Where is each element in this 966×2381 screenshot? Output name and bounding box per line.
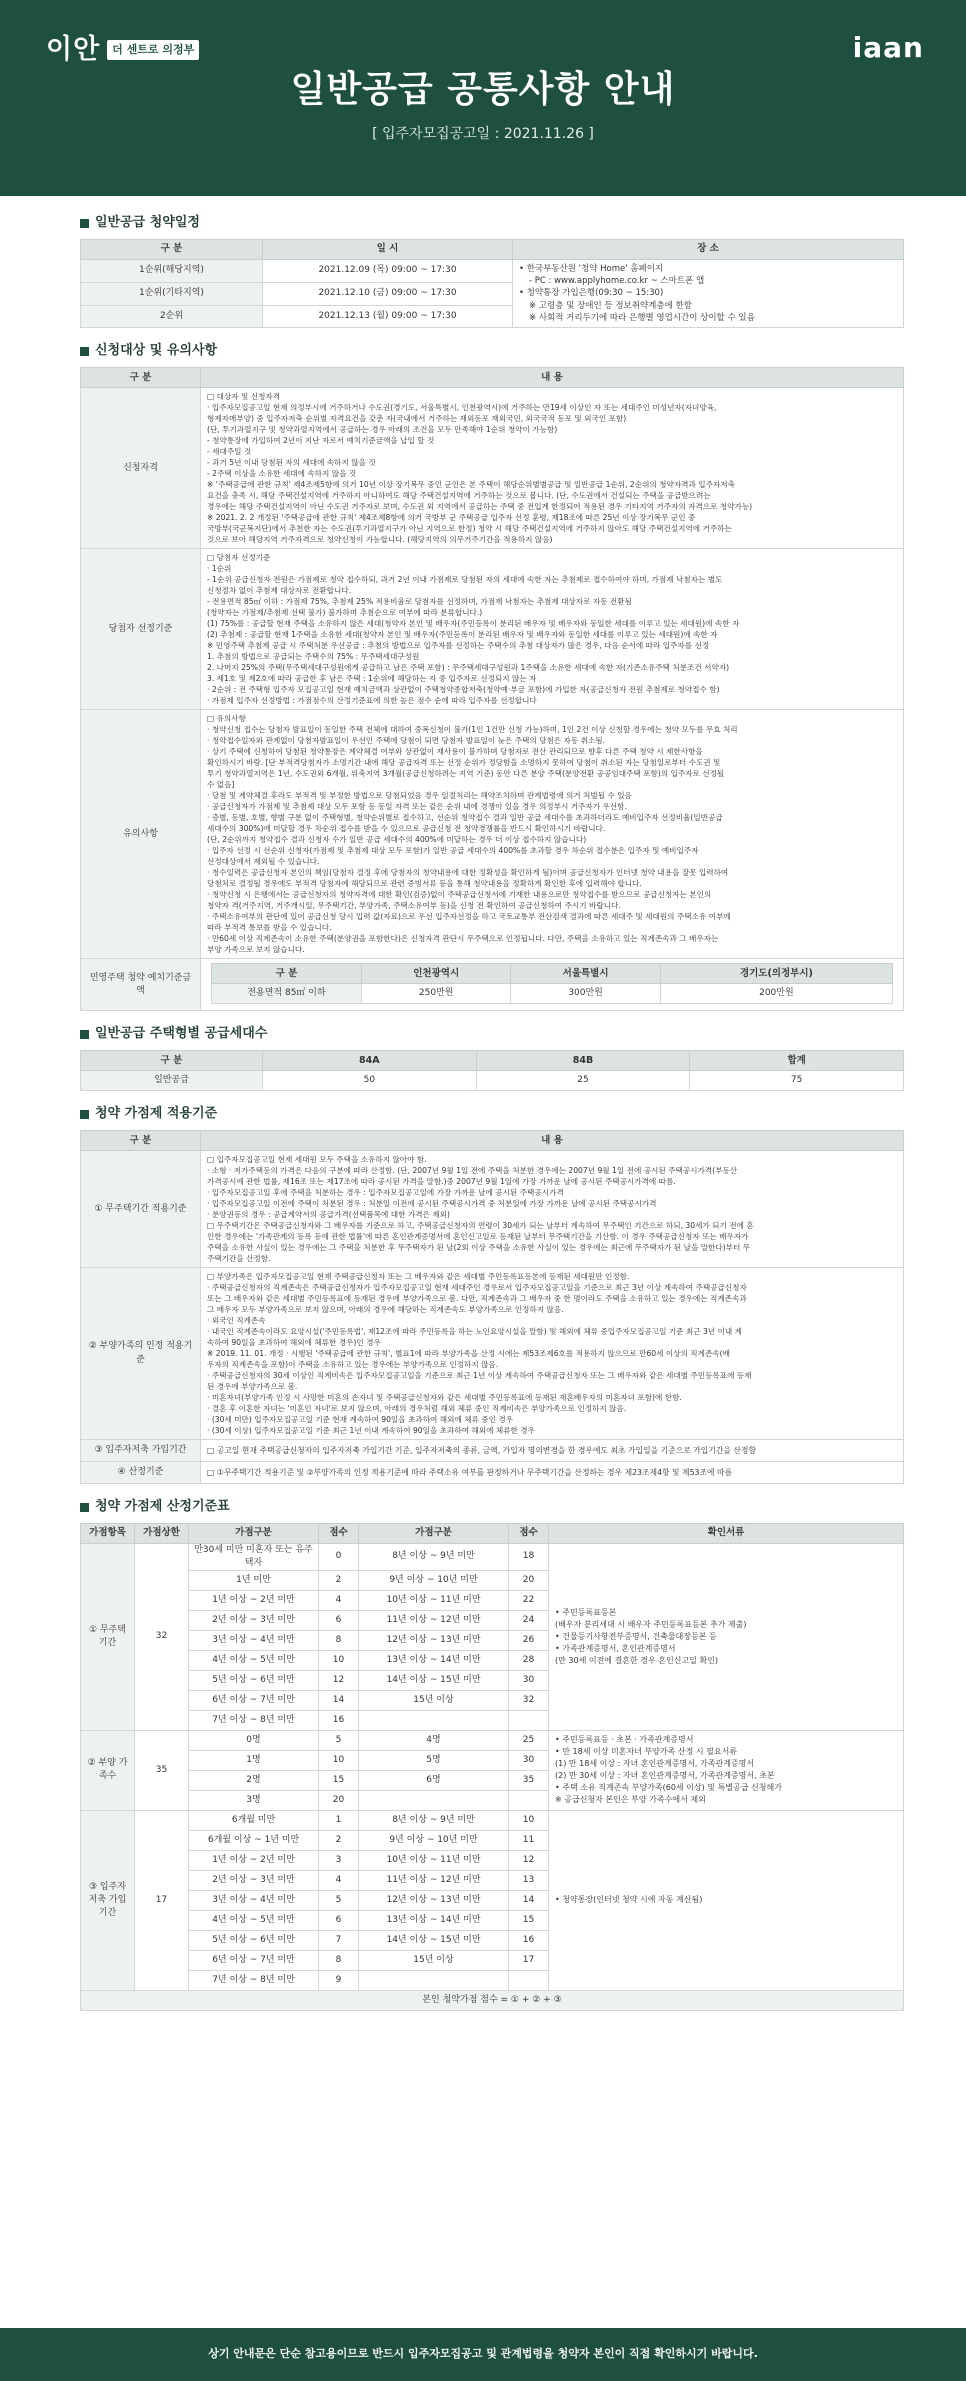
score-points: 30	[509, 1670, 549, 1690]
score-points: 22	[509, 1590, 549, 1610]
note-line: - 전용면적 85㎡ 이하 : 가점제 75%, 추첨제 25% 적용비율로 당첨자를 선정하며, 가점제 낙첨자는 추첨제 대상자로 자동 전환됨	[207, 597, 632, 607]
deposit-row-label: 전용면적 85㎡ 이하	[212, 984, 362, 1004]
score-max: 32	[135, 1543, 189, 1730]
table-header: 84B	[476, 1051, 690, 1071]
table-header: 장 소	[513, 239, 904, 259]
table-header: 구 분	[81, 1051, 263, 1071]
schedule-place	[513, 259, 904, 328]
note-line: 당첨처로 결정될 경우에도 부적격 당첨자에 해당되므로 관련 증빙서류 등을 통해 청약내용을 정확하게 확인한 후에 입력해야 합니다.	[207, 879, 642, 889]
supply-value: 50	[263, 1071, 477, 1091]
note-line: · 만60세 이상 직계존속이 소유한 주택(분양권을 포함한다)은 신청자격 판단시 무주택으로 인정됩니다. 다만, 주택을 소유하고 있는 직계존속과 그 배우자는	[207, 934, 719, 944]
schedule-label: 1순위(기타지역)	[81, 282, 263, 305]
score-range: 4명	[359, 1730, 509, 1750]
note-line: - 세대주일 것	[207, 447, 252, 457]
note-line: 1. 추첨의 방법으로 공급되는 주택수의 75% : 무주택세대구성원	[207, 652, 420, 662]
score-points: 4	[319, 1590, 359, 1610]
score-max: 17	[135, 1810, 189, 1990]
note-line: (2) 추첨제 : 공급할 현재 1주택을 소유한 세대(청약자 본인 및 배우자(주민등록이 분리된 배우자 및 배우자와 동일한 세대를 이루고 있는 세대원)에 속한 자	[207, 630, 718, 640]
note-line: · 입주자모집공고일 후에 주택을 처분하는 경우 : 입주자모집공고일에 가장 가까운 날에 공시된 주택공시가격	[207, 1188, 564, 1198]
note-line: 요건을 충족 시, 해당 주택건설지역에 거주하지 아니하여도 해당 주택건설지역에 거주하는 것으로 봅니다. (단, 수도권에서 건설되는 주택을 공급받으려는	[207, 491, 711, 501]
bullet-square-icon	[80, 1030, 89, 1039]
table-header: 서울특별시	[511, 964, 660, 984]
main-content	[0, 214, 966, 2011]
table-header: 인천광역시	[362, 964, 511, 984]
note-line: · 당첨 및 계약체결 후라도 부적격 및 부정한 방법으로 당첨되었음 경우 일절처리는 해약조치하며 관계법령에 의거 처벌될 수 있음	[207, 791, 632, 801]
row-label-qualification: 신청자격	[81, 388, 201, 549]
score-range: 14년 이상 ~ 15년 미만	[359, 1930, 509, 1950]
score-points: 28	[509, 1650, 549, 1670]
score-points: 13	[509, 1870, 549, 1890]
score-range: 6년 이상 ~ 7년 미만	[189, 1690, 319, 1710]
score-range: 6명	[359, 1770, 509, 1790]
note-line: 부양 가족으로 보지 않습니다.	[207, 945, 305, 955]
table-header: 경기도(의정부시)	[660, 964, 892, 984]
score-range: 6개월 미만	[189, 1810, 319, 1830]
score-range: 11년 이상 ~ 12년 미만	[359, 1610, 509, 1630]
note-line: 것으로 보아 해당지역 거주자격으로 청약신청이 가능합니다. (해당지역의 의무거주기간을 적용하지 않음)	[207, 535, 553, 545]
score-range: 9년 이상 ~ 10년 미만	[359, 1830, 509, 1850]
row-label-calc-basis: ④ 산정기준	[81, 1462, 201, 1484]
doc-line: (1) 만 18세 이상 : 자녀 혼인관계증명서, 가족관계증명서	[555, 1759, 755, 1769]
score-range: 6년 이상 ~ 7년 미만	[189, 1950, 319, 1970]
section-title-text: 일반공급 주택형별 공급세대수	[95, 1026, 268, 1042]
score-range: 1년 이상 ~ 2년 미만	[189, 1590, 319, 1610]
note-line: · 결혼 후 이혼한 자녀는 '미혼인 자녀'로 보지 않으며, 아래의 경우처럼 해외 체류 중인 직계비속은 부양가족으로 인정하지 않음.	[207, 1404, 627, 1414]
score-range: 12년 이상 ~ 13년 미만	[359, 1630, 509, 1650]
score-points: 14	[509, 1890, 549, 1910]
score-range: 1명	[189, 1750, 319, 1770]
score-points: 26	[509, 1630, 549, 1650]
qualification-notes	[201, 388, 904, 549]
deposit-value: 300만원	[511, 984, 660, 1004]
score-points: 15	[319, 1770, 359, 1790]
bullet-square-icon	[80, 347, 89, 356]
score-category: ③ 입주자 저축 가입기간	[81, 1810, 135, 1990]
score-range: 13년 이상 ~ 14년 미만	[359, 1910, 509, 1930]
eligibility-table	[80, 367, 904, 1011]
score-range: 6개월 이상 ~ 1년 미만	[189, 1830, 319, 1850]
note-line: · 주택공급신청자의 직계존속은 주택공급신청자가 입주자모집공고일 현재 세대주인 경우로서 입주자모집공고일을 기준으로 최근 3년 이상 계속하여 주택공급신청자	[207, 1283, 747, 1293]
note-line: 주택기간을 산정함.	[207, 1254, 271, 1264]
score-range: 8년 이상 ~ 9년 미만	[359, 1810, 509, 1830]
footer-notice: 상기 안내문은 단순 참고용이므로 반드시 입주자모집공고 및 관계법령을 청약자 본인이 직접 확인하시기 바랍니다.	[0, 2328, 966, 2381]
score-points: 4	[319, 1870, 359, 1890]
score-points: 15	[509, 1910, 549, 1930]
score-range: 9년 이상 ~ 10년 미만	[359, 1570, 509, 1590]
score-points: 20	[319, 1790, 359, 1810]
header-banner	[0, 0, 966, 196]
deposit-table	[211, 963, 893, 1004]
score-points: 3	[319, 1850, 359, 1870]
table-header: 구 분	[212, 964, 362, 984]
supply-value: 75	[690, 1071, 904, 1091]
note-line: (1) 75%를 : 공급할 현재 주택을 소유하지 않은 세대(청약자 본인 및 배우자(주민등록이 분리된 배우자 및 배우자와 동일한 세대를 이루고 있는 세대원)에 속한 자	[207, 619, 740, 629]
bullet-square-icon	[80, 1503, 89, 1512]
note-line: · 외국인 직계존속	[207, 1316, 266, 1326]
note-line: (단, 투기과열지구 및 청약과열지역에서 공급하는 경우 아래의 조건을 모두 만족해야 1순위 청약이 가능함)	[207, 425, 558, 435]
score-points: 10	[319, 1750, 359, 1770]
note-line: ※ 민영주택 추첨제 공급 시 주택처분 우선공급 : 추첨의 방법으로 입주자를 선정하는 주택수의 추첨 대상자가 많은 경우, 다음 순서에 따라 입주자를 선정	[207, 641, 710, 651]
schedule-label: 2순위	[81, 305, 263, 328]
score-range	[359, 1970, 509, 1990]
note-line: ※ '주택공급에 관한 규칙' 제4조제5항에 의거 10년 이상 장기복무 중인 군인은 본 주택이 해당순위별별공급 및 일반공급 1순위, 2순위의 청약자격과 입주자저축	[207, 480, 735, 490]
note-line: 신청절차 없이 추첨제 대상자로 전환합니다.	[207, 586, 352, 596]
note-line: 투기 청약과열지역은 1년, 수도권외 6개월, 위축지역 3개월(공급신청하려는 지역 기준) 동안 다른 분양 주택(분양전환 공공임대주택 포함)의 입주자로 선정될	[207, 769, 725, 779]
supply-table	[80, 1050, 904, 1091]
schedule-date: 2021.12.13 (월) 09:00 ~ 17:30	[263, 305, 513, 328]
score-points: 10	[509, 1810, 549, 1830]
note-line: · 청수일력은 공급신청자 본인의 책임(당첨자 결정 후에 당첨자의 청약내용에 대한 정확성을 확인하게 됨)이며 공급신청자가 인터넷 청약 내용을 잘못 입력하여	[207, 868, 729, 878]
note-line: □ 대상자 및 신청자격	[207, 392, 281, 402]
note-line: 2. 나머지 25%의 주택(무주택세대구성원에게 공급하고 남은 주택 포함) : 무주택세대구성원과 1주택을 소유한 세대에 속한 자(기존소유주택 처분조건 서약자)	[207, 663, 730, 673]
note-line: ※ 2019. 11. 01. 개정 · 시행된 '주택공급에 관한 규칙', 별표1에 따라 부양가족을 산정 시에는 제53조제6호를 적용하지 않으므로 만60세 이상의 직계존속(배	[207, 1349, 730, 1359]
note-line: 경우에는 해당 주택건설지역이 아닌 수도권 거주자로 보며, 수도권 외 지역에서 공급하는 주택 중 전입계 한정되어 적용된 경우 기타지역 거주자의 자격으로 청약가능)	[207, 502, 753, 512]
winner-criteria-notes	[201, 549, 904, 710]
score-points	[509, 1970, 549, 1990]
place-line: - PC : www.applyhome.co.kr ~ 스마트폰 앱	[529, 276, 705, 287]
score-range: 5년 이상 ~ 6년 미만	[189, 1670, 319, 1690]
note-line: 속하여 90일을 초과하여 해외에 체류한 경우)인 경우	[207, 1338, 381, 1348]
note-line: □ 유의사항	[207, 714, 246, 724]
note-line: ※ 2021. 2. 2 개정된 '주택공급에 관한 규칙' 제4조제8항에 의거 국방부 군 주택공급 입주자 선정 훈령, 제18조에 따른 25년 이상 장기복무 군인 중	[207, 513, 696, 523]
section-title-text: 청약 가점제 적용기준	[95, 1106, 218, 1122]
score-range: 15년 이상	[359, 1950, 509, 1970]
score-range: 3명	[189, 1790, 319, 1810]
score-range: 1년 미만	[189, 1570, 319, 1590]
calc-basis-note: □ ①무주택기간 적용기준 및 ②부양가족의 인정 적용기준에 따라 주택소유 여부를 판정하거나 무주택기간을 산정하는 경우 제23조제4항 및 제53조에 따름	[201, 1462, 904, 1484]
bullet-square-icon	[80, 1110, 89, 1119]
section-title-text: 청약 가점제 산정기준표	[95, 1499, 230, 1515]
table-header: 가점항목	[81, 1523, 135, 1543]
note-line: □ 입주자모집공고일 현재 세대원 모두 주택을 소유하지 않아야 함.	[207, 1155, 427, 1165]
score-range: 7년 이상 ~ 8년 미만	[189, 1970, 319, 1990]
note-line: · 청약접수일자와 관계없이 당첨자발표일이 우선인 주택에 당첨이 되면 당첨자 발표일이 늦은 주택의 당첨은 자동 취소됨.	[207, 736, 606, 746]
table-header: 가점구분	[189, 1523, 319, 1543]
note-line: □ 무주택기간은 주택공급신청자와 그 배우자를 기준으로 하고, 주택공급신청자의 연령이 30세가 되는 날부터 계속하여 무주택인 기간으로 하되, 30세가 되기 전에 혼	[207, 1221, 754, 1231]
note-line: - 청약통장에 가입하여 2년이 지난 자로서 예치기준금액을 납입 할 것	[207, 436, 435, 446]
score-points	[509, 1710, 549, 1730]
section-title-text: 신청대상 및 유의사항	[95, 343, 218, 359]
score-range	[359, 1790, 509, 1810]
score-points: 9	[319, 1970, 359, 1990]
doc-line: • 건물등기사항전부증명서, 건축물대장등본 등	[555, 1631, 717, 1641]
note-line: - 1순위 공급신청자 전원은 가점제로 청약 접수하되, 과거 2년 이내 가점제로 당첨된 자의 세대에 속한 자는 추첨제로 접수하여야 하며, 가점제 낙첨자는 별도	[207, 575, 723, 585]
deposit-cell	[201, 959, 904, 1011]
table-header: 가점구분	[359, 1523, 509, 1543]
table-header: 점수	[509, 1523, 549, 1543]
row-label-homeless-period: ① 무주택기간 적용기준	[81, 1151, 201, 1268]
score-points: 0	[319, 1543, 359, 1570]
score-docs	[549, 1810, 904, 1990]
note-line: 인한 경우에는 '가족관계의 등록 등에 관한 법률'에 따른 혼인관계증명서에 혼인신고일로 등재된 날부터 무주택기간을 기산함. 이 경우 주택공급신청자 또는 배우자가	[207, 1232, 749, 1242]
note-line: 된 경우에 부양가족으로 봄.	[207, 1382, 298, 1392]
score-range: 1년 이상 ~ 2년 미만	[189, 1850, 319, 1870]
section-title-supply	[80, 1025, 904, 1044]
note-line: · (30세 이상) 입주자모집공고일 기준 최근 1년 이내 계속하여 90일을 초과하여 해외에 체류한 경우	[207, 1426, 535, 1436]
score-points: 16	[509, 1930, 549, 1950]
note-line: 우자의 직계존속을 포함)이 주택을 소유하고 있는 경우에는 부양가족으로 인정하지 않음.	[207, 1360, 499, 1370]
score-range: 만30세 미만 미혼자 또는 유주택자	[189, 1543, 319, 1570]
table-row	[81, 1543, 904, 1570]
doc-line: • 가족관계증명서, 혼인관계증명서	[555, 1643, 676, 1653]
announcement-date: [ 입주자모집공고일 : 2021.11.26 ]	[372, 126, 594, 142]
savings-note: □ 공고일 현재 주택공급신청자의 입주자저축 가입기간 기준, 입주자저축의 종류, 금액, 가입자 명의변경을 한 경우에도 최초 가입일을 기준으로 가입기간을 산정함	[201, 1440, 904, 1462]
row-label-dependents: ② 부양가족의 인정 적용기준	[81, 1268, 201, 1440]
note-line: · 가점제 입주자 선정방법 : 가점점수의 산정기준표에 의한 높은 점수 순에 따라 입주자를 선정합니다	[207, 696, 537, 706]
dependents-notes	[201, 1268, 904, 1440]
point-criteria-table	[80, 1130, 904, 1484]
note-line: 수 없음]	[207, 780, 235, 790]
row-label-winner-criteria: 당첨자 선정기준	[81, 549, 201, 710]
schedule-date: 2021.12.09 (목) 09:00 ~ 17:30	[263, 259, 513, 282]
score-points: 11	[509, 1830, 549, 1850]
note-line: · 분양권등의 경우 : 공급계약서의 공급가격(선택품목에 대한 가격은 제외)	[207, 1210, 450, 1220]
score-points: 2	[319, 1570, 359, 1590]
score-points: 32	[509, 1690, 549, 1710]
score-range: 13년 이상 ~ 14년 미만	[359, 1650, 509, 1670]
score-points: 7	[319, 1930, 359, 1950]
score-docs	[549, 1543, 904, 1730]
row-label-savings: ③ 입주자저축 가입기간	[81, 1440, 201, 1462]
score-points: 12	[509, 1850, 549, 1870]
note-line: 그 배우자 모두 부양가족으로 보지 않으며, 아래의 경우에 해당하는 직계존속도 부양가족으로 인정하지 않음.	[207, 1305, 564, 1315]
score-range: 12년 이상 ~ 13년 미만	[359, 1890, 509, 1910]
brand-name: 이안	[46, 34, 101, 65]
note-line: · 2순위 : 전 주택형 입주자 모집공고일 현재 예치금액과 상관없이 주택청약종합저축(청약예·부금 포함)에 가입한 자(공급신청자 전원 추첨제로 청약접수 함)	[207, 685, 720, 695]
section-title-eligibility	[80, 342, 904, 361]
score-points: 10	[319, 1650, 359, 1670]
score-range: 11년 이상 ~ 12년 미만	[359, 1870, 509, 1890]
note-line: · 입주자 선정 시 선순위 신청자(가점제 및 추첨제 대상 모두 포함)가 일반 공급 세대수의 400%를 초과할 경우 차순위 접수분은 입주자 및 예비입주자	[207, 846, 699, 856]
score-max: 35	[135, 1730, 189, 1810]
score-points: 16	[319, 1710, 359, 1730]
table-row	[81, 1810, 904, 1830]
note-line: (청약자는 가점제/추첨제 선택 불가) 불가하며 추첨순으로 여부에 따라 분류합니다.)	[207, 608, 483, 618]
score-category: ① 무주택 기간	[81, 1543, 135, 1730]
note-line: 선정대상에서 제외될 수 있습니다.	[207, 857, 320, 867]
score-points: 6	[319, 1910, 359, 1930]
score-range: 2년 이상 ~ 3년 미만	[189, 1870, 319, 1890]
table-row	[81, 1730, 904, 1750]
note-line: 또는 그 배우자와 같은 세대별 주민등록표에 등재된 경우에 부양가족으로 봄. 다만, 직계존속과 그 배우자 중 한 명이라도 주택을 소유하고 있는 경우에는 직계존속과	[207, 1294, 747, 1304]
score-points: 5	[319, 1730, 359, 1750]
table-header: 구 분	[81, 368, 201, 388]
score-points: 14	[319, 1690, 359, 1710]
doc-line: (배우자 분리세대 시 배우자 주민등록표등본 추가 제출)	[555, 1619, 747, 1629]
score-points: 8	[319, 1950, 359, 1970]
score-points: 12	[319, 1670, 359, 1690]
score-points: 5	[319, 1890, 359, 1910]
row-label-caution: 유의사항	[81, 710, 201, 959]
supply-value: 25	[476, 1071, 690, 1091]
note-line: · 상기 주택에 신청하여 당첨된 청약통장은 계약체결 여부와 상관없이 재사용이 불가하며 당첨자로 전산 관리되므로 향후 다른 주택 청약 시 제한사항을	[207, 747, 703, 757]
note-line: · 청약신청 접수는 당첨자 발표일이 동일한 주택 전체에 대하여 중복신청이 불가(1인 1건만 신청 가능)하며, 1인 2건 이상 신청할 경우에는 청약 모두를 무효 처리	[207, 725, 738, 735]
doc-line: • 청약통장(인터넷 청약 시에 자동 계산됨)	[555, 1895, 703, 1905]
score-points: 8	[319, 1630, 359, 1650]
note-line: · (30세 미만) 입주자모집공고일 기준 현재 계속하여 90일을 초과하여 해외에 체류 중인 경우	[207, 1415, 514, 1425]
row-label-deposit: 민영주택 청약 예치기준금액	[81, 959, 201, 1011]
doc-line: • 주택 소유 직계존속 부양가족(60세 이상) 및 특별공급 신청해가	[555, 1783, 782, 1793]
section-title-score-table	[80, 1498, 904, 1517]
note-line: 청약자 격(거주지역, 거주개시일, 무주택기간, 부양가족, 주택소유여부 등)을 신청 전 확인하여 공급신청하여 주시기 바랍니다.	[207, 901, 621, 911]
place-line: • 한국부동산원 '청약 Home' 홈페이지	[519, 263, 664, 274]
doc-line: • 만 18세 이상 미혼자녀 부양가족 산정 시 필요서류	[555, 1747, 738, 1757]
score-range: 2년 이상 ~ 3년 미만	[189, 1610, 319, 1630]
note-line: · 내국인 직계존속이라도 요양시설('주민등록법', 제12조에 따라 주민등록을 하는 노인요양시설을 말함) 및 해외에 체류 중입주자모집공고일 기준 최근 3년 이내 계	[207, 1327, 743, 1337]
doc-line: • 주민등록표등본	[555, 1607, 617, 1617]
deposit-value: 250만원	[362, 984, 511, 1004]
score-points: 1	[319, 1810, 359, 1830]
score-total: 본인 청약가점 점수 = ① + ② + ③	[81, 1990, 904, 2010]
note-line: □ 부양가족은 입주자모집공고일 현재 주택공급신청자 또는 그 배우자와 같은 세대별 주민등록표등본에 등재된 세대원만 인정함.	[207, 1272, 630, 1282]
table-header: 점수	[319, 1523, 359, 1543]
place-line: ※ 고령층 및 장애인 등 정보취약계층에 한함	[529, 300, 692, 311]
deposit-value: 200만원	[660, 984, 892, 1004]
score-points	[509, 1790, 549, 1810]
table-header: 가점상한	[135, 1523, 189, 1543]
table-header: 확인서류	[549, 1523, 904, 1543]
score-points: 6	[319, 1610, 359, 1630]
note-line: 주택을 소유한 사실이 있는 경우에는 그 주택을 처분한 후 무주택자가 된 날(2회 이상 주택을 소유한 사실이 있는 경우에는 최근에 무주택자가 된 날을 말한다)부터 무	[207, 1243, 751, 1253]
note-line: 가격공시에 관한 법률, 제16조 또는 제17조에 따라 공시된 가격을 말함.)중 2007년 9월 1일에 가장 가까운 날에 공시된 주택공시가격에 따름.	[207, 1177, 676, 1187]
score-range: 5명	[359, 1750, 509, 1770]
note-line: □ 당첨자 선정기준	[207, 553, 271, 563]
score-points: 35	[509, 1770, 549, 1790]
section-title-schedule	[80, 214, 904, 233]
note-line: · 입주자모집공고일 이전에 주택이 처분된 경우 : 처분일 이전에 공시된 주택공시가격 중 처분일에 가장 가까운 날에 공시된 주택공시가격	[207, 1199, 657, 1209]
score-category: ② 부양 가족수	[81, 1730, 135, 1810]
score-range: 15년 이상	[359, 1690, 509, 1710]
note-line: (단, 2순위까지 청약접수 결과 신청자 수가 일반 공급 세대수의 400%에 미달하는 경우 더 이상 접수하지 않습니다)	[207, 835, 587, 845]
score-points: 17	[509, 1950, 549, 1970]
table-header: 내 용	[201, 368, 904, 388]
score-range: 3년 이상 ~ 4년 미만	[189, 1890, 319, 1910]
doc-line: ※ 공급신청자 본인은 부양 가족수에서 제외	[555, 1795, 706, 1805]
brand-sub-badge: 더 센트로 의정부	[107, 40, 199, 60]
homeless-period-notes	[201, 1151, 904, 1268]
page-title: 일반공급 공통사항 안내	[290, 69, 676, 110]
score-range: 3년 이상 ~ 4년 미만	[189, 1630, 319, 1650]
place-line: ※ 사회적 거리두기에 따라 은행별 영업시간이 상이할 수 있음	[529, 313, 755, 324]
note-line: · 입주자모집공고일 현재 의정부시에 거주하거나 수도권(경기도, 서울특별시, 인천광역시)에 거주하는 만19세 이상인 자 또는 세대주인 미성년자(자녀양육,	[207, 403, 717, 413]
doc-line: • 주민등록표등 · 초본 · 가족관계증명서	[555, 1735, 694, 1745]
table-row-total	[81, 1990, 904, 2010]
score-points: 30	[509, 1750, 549, 1770]
schedule-date: 2021.12.10 (금) 09:00 ~ 17:30	[263, 282, 513, 305]
score-range: 4년 이상 ~ 5년 미만	[189, 1650, 319, 1670]
note-line: 국방부(국군복지단)에서 추천한 자는 수도권(투기과열지구가 아닌 지역으로 한정) 청약 시 해당 주택건설지역에 거주하지 않아도 해당 주택건설지역에 거주하는	[207, 524, 732, 534]
schedule-label: 1순위(해당지역)	[81, 259, 263, 282]
note-line: · 소형 · 저가주택등의 가격은 다음의 구분에 따라 산정함. (단, 2007년 9월 1일 전에 주택을 처분한 경우에는 2007년 9월 1일 전에 공시된 주택공시가격(부동산	[207, 1166, 738, 1176]
score-points: 25	[509, 1730, 549, 1750]
doc-line: (2) 만 30세 이상 : 자녀 혼인관계증명서, 가족관계증명서, 초본	[555, 1771, 775, 1781]
score-range	[359, 1710, 509, 1730]
score-range: 14년 이상 ~ 15년 미만	[359, 1670, 509, 1690]
score-points: 20	[509, 1570, 549, 1590]
note-line: 형제자매부양) 중 입주자저축 순위별 자격요건을 갖춘 자(국내에서 거주하는 재외동포 재외국민, 외국국적 동포 및 외국인 포함)	[207, 414, 627, 424]
iaan-logo-text: iaan	[852, 31, 924, 64]
table-header: 일 시	[263, 239, 513, 259]
note-line: · 주택소유여부의 판단에 있어 공급신청 당시 입력 값(자료)으로 우선 입주자선정을 하고 국토교통부 전산검색 결과에 따른 세대주 및 세대원의 주택소유 여부에	[207, 912, 731, 922]
note-line: · 청약신청 시 은행에서는 공급신청자의 청약자격에 대한 확인(검증)없이 주택공급신청서에 기재한 내용으로만 청약접수를 받으므로 공급신청자는 본인의	[207, 890, 712, 900]
note-line: 확인하시기 바람. [단 부적격당첨자가 소명기간 내에 해당 공급자격 또는 선정 순위가 정당함을 소명하지 못하여 당첨이 취소된 자는 당첨일로부터 수도권 및	[207, 758, 721, 768]
score-range: 0명	[189, 1730, 319, 1750]
note-line: 세대수의 300%)에 미달할 경우 차순위 접수를 받을 수 있으므로 공급신청 전 청약경쟁률을 반드시 확인하시기 바랍니다.	[207, 824, 606, 834]
note-line: - 과거 5년 이내 당첨된 자의 세대에 속하지 않을 것	[207, 458, 376, 468]
score-points: 2	[319, 1830, 359, 1850]
note-line: · 공급신청자가 가점제 및 추첨제 대상 모두 포함 등 동일 자격 또는 같은 순위 내에 경쟁이 있을 경우 의정부시 거주자가 우선함.	[207, 802, 627, 812]
section-title-text: 일반공급 청약일정	[95, 215, 200, 230]
note-line: - 2주택 이상을 소유한 세대에 속하지 않을 것	[207, 469, 357, 479]
score-range: 7년 이상 ~ 8년 미만	[189, 1710, 319, 1730]
supply-row-label: 일반공급	[81, 1071, 263, 1091]
score-range: 4년 이상 ~ 5년 미만	[189, 1910, 319, 1930]
note-line: 3. 제1호 및 제2호에 따라 공급한 후 남은 주택 : 1순위에 해당하는 자 중 입주자로 선정되지 않는 자	[207, 674, 537, 684]
note-line: · 미혼자녀(부양가족 인정 시 사망한 미혼의 손자녀 및 주택공급신청자와 같은 세대별 주민등록표에 등재된 재혼배우자의 미혼자녀 포함)에 한함.	[207, 1393, 682, 1403]
doc-line: (만 30세 이전에 결혼한 경우 혼인신고일 확인)	[555, 1655, 719, 1665]
section-title-point-criteria	[80, 1105, 904, 1124]
score-range: 10년 이상 ~ 11년 미만	[359, 1590, 509, 1610]
table-header: 구 분	[81, 1131, 201, 1151]
table-header: 합계	[690, 1051, 904, 1071]
note-line: 따라 부적격 통보를 받을 수 있습니다.	[207, 923, 332, 933]
score-range: 5년 이상 ~ 6년 미만	[189, 1930, 319, 1950]
note-line: · 층별, 동별, 호별, 향별 구분 없이 주택형별, 청약순위별로 접수하고, 선순위 청약접수 결과 일반 공급 세대수를 초과하더라도 예비입주자 선정비율(일반공급	[207, 813, 723, 823]
score-table	[80, 1523, 904, 2011]
table-header: 구 분	[81, 239, 263, 259]
table-header: 내 용	[201, 1131, 904, 1151]
score-range: 8년 이상 ~ 9년 미만	[359, 1543, 509, 1570]
caution-notes	[201, 710, 904, 959]
table-header: 84A	[263, 1051, 477, 1071]
iaan-logo	[853, 28, 924, 69]
score-points: 18	[509, 1543, 549, 1570]
place-line: • 청약통장 가입은행(09:30 ~ 15:30)	[519, 288, 664, 299]
note-line: · 주택공급신청자의 30세 이상인 직계비속은 입주자모집공고일을 기준으로 최근 1년 이상 계속하여 주택공급신청자 또는 그 배우자와 같은 세대별 주민등록표에 등재	[207, 1371, 752, 1381]
score-points: 24	[509, 1610, 549, 1630]
score-range: 2명	[189, 1770, 319, 1790]
note-line: · 1순위	[207, 564, 232, 574]
bullet-square-icon	[80, 219, 89, 228]
score-docs	[549, 1730, 904, 1810]
score-range: 10년 이상 ~ 11년 미만	[359, 1850, 509, 1870]
schedule-table	[80, 239, 904, 329]
